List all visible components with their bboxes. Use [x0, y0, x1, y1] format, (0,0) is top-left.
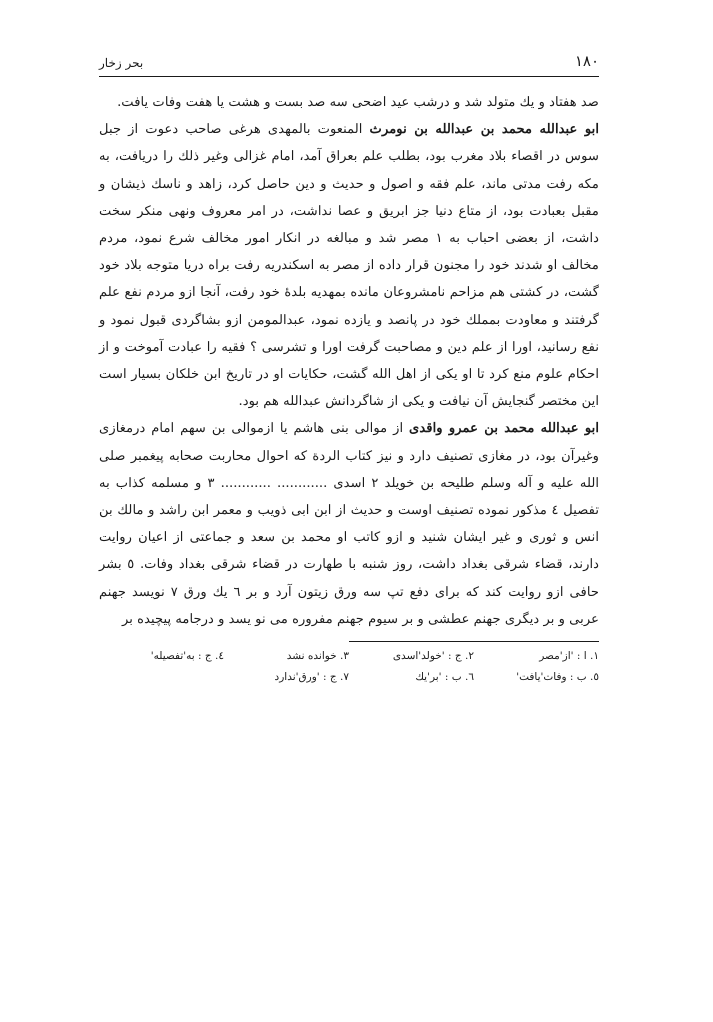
footnote: ٥. ب : وفات'یافت'	[516, 671, 599, 684]
footnote-row	[99, 646, 599, 667]
paragraph-2: ابو عبدالله محمد بن عبدالله بن نومرث المنعوت بالمهدی هرغی صاحب دعوت از جبل سوس در اقصاء بلاد مغرب بود، بطلب علم بعراق آمد، امام غزالی وغیر ذلك را دریافت، به مکه رفت مدتی ماند، علم فقه و اصول و حدیث و دین حاصل کرد، زاهد و ناسك ذیشان و مقبل بعبادت بود، از متاع دنیا جز ابریق و عصا نداشت، در امر معروف ونهی منکر سخت داشت، از بعضی احباب به ۱ مصر شد و مبالغه در انکار امور مخالف شرع نمود، مردم مخالف او شدند خود را مجنون قرار داده از مصر به اسکندریه رفت براه دریا متوجه بلاد خود گشت، در کشتی هم مزاحم نامشروعان مانده بمهدیه بلدهٔ خود رفت، آنجا ازو مردم نفع علم گرفتند و معاودت بمملك خود در پانصد و یازده نمود، عبدالمومن ازو بشاگردی قبول نمود و نفع رسانید، اورا از علم دین و مصاحبت گرفت اورا و تشرسی ؟ فقیه را عبادت آموخت و از احکام علوم منع کرد تا او یکی از اهل الله گشت، حکایات او در تاریخ ابن خلکان بسیار است این مختصر گنجایش آن نیافت و یکی از شاگردانش عبدالله هم بود.	[99, 122, 599, 410]
footnote: ۷. ج : 'ورق'ندارد	[274, 671, 349, 684]
footnote: ٤. ج : به'تفصیله'	[150, 650, 224, 663]
entry-heading: ابو عبدالله محمد بن عمرو واقدی	[409, 421, 599, 437]
paragraph-1: صد هفتاد و یك متولد شد و درشب عید اضحی سه صد بست و هشت یا هفت وفات یافت.	[117, 95, 599, 110]
entry-heading: ابو عبدالله محمد بن عبدالله بن نومرث	[369, 122, 599, 138]
header-rule	[99, 76, 599, 77]
footnote: ٦. ب : 'بر'یك	[415, 671, 474, 684]
footnote: ۲. ج : 'خولد'اسدی	[392, 650, 474, 663]
footnote: ۱. ا : 'از'مصر	[539, 650, 599, 663]
document-page	[99, 46, 599, 688]
page-number: ۱۸۰	[574, 52, 599, 70]
footnotes	[99, 646, 599, 688]
page-header	[99, 46, 599, 70]
body-text	[99, 89, 599, 633]
footnote-rule	[349, 641, 599, 642]
footnote: ۳. خوانده نشد	[286, 650, 349, 663]
paragraph-3: ابو عبدالله محمد بن عمرو واقدی از موالی بنی هاشم یا ازموالی بن سهم امام درمغازی وغیرآن بود، در مغازی تصنیف دارد و نیز کتاب الردة که احوال محاربت صحابه پیغمبر صلی الله علیه و آله وسلم طلیحه بن خویلد ۲ اسدی ............ ............ ۳ و مسلمه کذاب به تفصیل ٤ مذکور نموده تصنیف اوست و حدیث از ابن ابی ذویب و معمر ابن راشد و مالك بن انس و ثوری و غیر ایشان شنید و ازو کاتب او محمد بن سعد و جماعتی از اعیان روایت دارند، قضاء شرقی بغداد داشت، روز شنبه با طهارت در قضاء شرقی بغداد وفات. ٥ بشر حافی ازو روایت کند که برای دفع تپ سه ورق زیتون آرد و بر ٦ یك ورق ۷ نویسد جهنم عربی و بر دیگری جهنم عطشی و بر سیوم جهنم مفروره می نو یسد و درجامه پیچیده بر	[99, 421, 600, 627]
running-title: بحر زخار	[99, 56, 144, 70]
footnote-row	[99, 667, 599, 688]
